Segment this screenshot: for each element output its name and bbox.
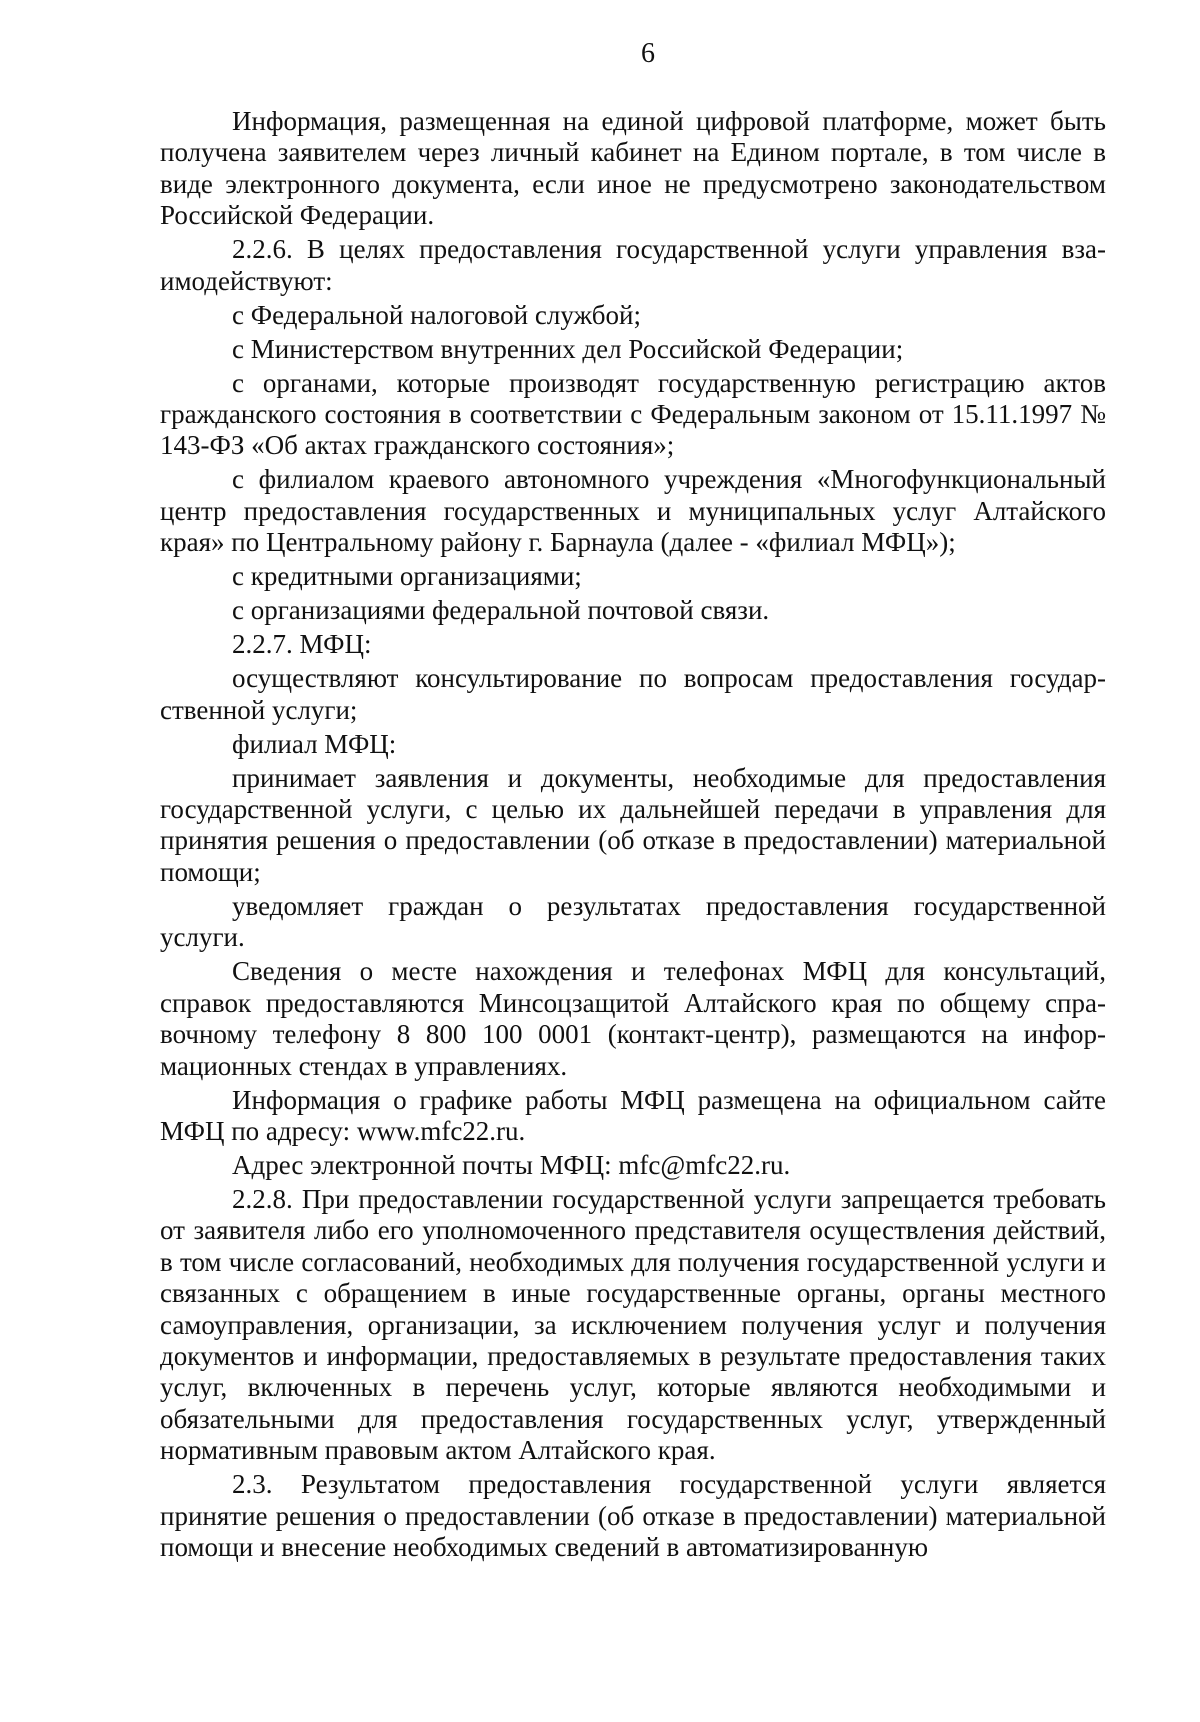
- paragraph-2-2-8: 2.2.8. При предоставлении государственной услуги запрещается требовать от заявителя либо его уполномоченного представителя осуществления действий, в том числе согласований, необходимых для получения государственной услуги и связанных с обращением в иные государственные органы, органы местного самоуправления, организации, за исключением получения услуг и получения документов и информации, предоставляемых в результате предоставления таких услуг, включенных в перечень услуг, которые являются необходимыми и обязательными для предоставления государственных услуг, утвержденный нормативным правовым актом Алтайского края.: [160, 1183, 1106, 1466]
- paragraph-notifies-citizens: уведомляет граждан о результатах предоставления государственной услуги.: [160, 890, 1106, 953]
- list-item-zags: с органами, которые производят государственную регистрацию актов гражданского состояния в соответствии с Федеральным законом от 15.11.1997 № 143-ФЗ «Об актах гражданского состояния»;: [160, 367, 1106, 461]
- list-item-postal: с организациями федеральной почтовой связи.: [232, 595, 770, 626]
- paragraph-digital-platform: Информация, размещенная на единой цифровой платформе, может быть получена заявителем через личный кабинет на Едином портале, в том числе в виде электронного документа, если иное не предусмотрено законодательством Российской Федерации.: [160, 106, 1106, 231]
- paragraph-2-3: 2.3. Результатом предоставления государственной услуги является принятие решения о предоставлении (об отказе в предоставлении) материальной помощи и внесение необходимых сведений в автоматизированную: [160, 1469, 1106, 1562]
- paragraph-mfc-contacts: Сведения о месте нахождения и телефонах МФЦ для консультаций, справок предоставляются Минсоцзащитой Алтайского края по общему справочному телефону 8 800 100 0001 (контакт-центр), размещаются на информационных стендах в управлениях.: [160, 956, 1106, 1081]
- paragraph-mfc-consulting: осуществляют консультирование по вопросам предоставления государственной услуги;: [160, 663, 1106, 725]
- list-item-credit-orgs: с кредитными организациями;: [232, 561, 582, 592]
- paragraph-accepts-applications: принимает заявления и документы, необходимые для предоставления государственной услуги, с целью их дальнейшей передачи в управления для принятия решения о предоставлении (об отказе в предоставлении) материальной помощи;: [160, 762, 1106, 887]
- list-item-fns: с Федеральной налоговой службой;: [232, 299, 641, 330]
- list-item-mvd: с Министерством внутренних дел Российской Федерации;: [232, 333, 904, 364]
- paragraph-2-2-7: 2.2.7. МФЦ:: [232, 629, 372, 660]
- page-number: 6: [641, 38, 655, 69]
- paragraph-mfc-branch-label: филиал МФЦ:: [232, 728, 397, 759]
- paragraph-mfc-schedule: Информация о графике работы МФЦ размещена на официальном сайте МФЦ по адресу: www.mfc22.ru.: [160, 1084, 1106, 1146]
- paragraph-2-2-6: 2.2.6. В целях предоставления государственной услуги управления взаимодействуют:: [160, 234, 1106, 296]
- list-item-mfc-branch: с филиалом краевого автономного учреждения «Многофункциональный центр предоставления государственных и муниципальных услуг Алтайского края» по Центральному району г. Барнаула (далее - «филиал МФЦ»);: [160, 464, 1106, 558]
- paragraph-mfc-email: Адрес электронной почты МФЦ: mfc@mfc22.ru.: [232, 1149, 791, 1180]
